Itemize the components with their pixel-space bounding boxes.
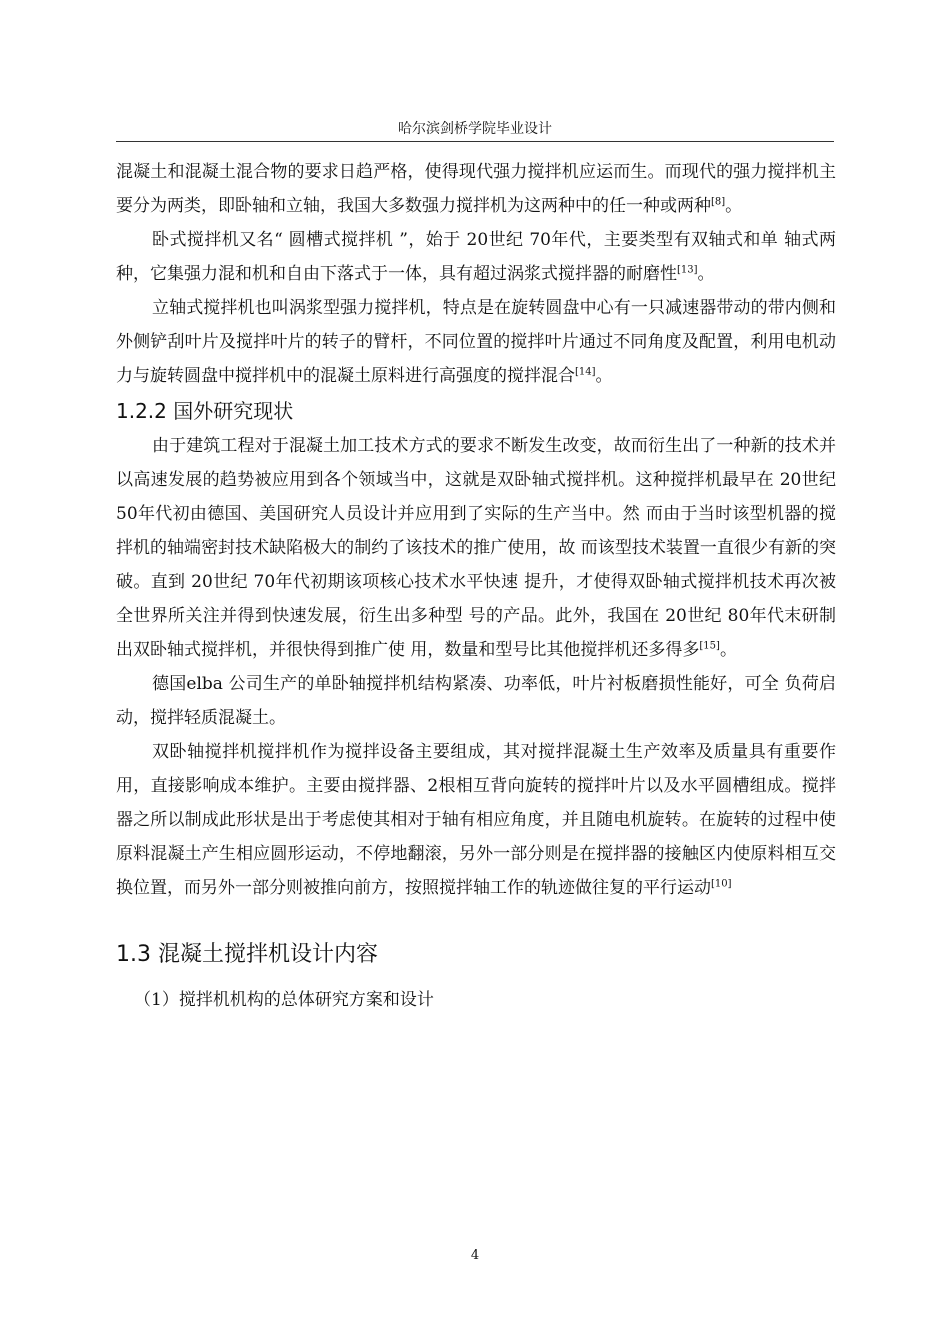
paragraph: 双卧轴搅拌机搅拌机作为搅拌设备主要组成，其对搅拌混凝土生产效率及质量具有重要作用，直接影响成本维护。主要由搅拌器、2根相互背向旋转的搅拌叶片以及水平圆槽组成。搅拌器之所以制成此形状是出于考虑使其相对于轴有相应角度，并且随电机旋转。在旋转的过程中使原料混凝土产生相应圆形运动，不停地翻滚，另外一部分则是在搅拌器的接触区内使原料相互交换位置，而另外一部分则被推向前方，按照搅拌轴工作的轨迹做往复的平行运动[10] [116,742,836,898]
section-heading-1-2-2: 1.2.2 国外研究现状 [116,399,294,423]
header-rule [116,141,834,142]
citation: [14] [575,366,596,378]
paragraph: 卧式搅拌机又名“ 圆槽式搅拌机 ”，始于 20世纪 70年代，主要类型有双轴式和单 轴式两种，它集强力混和机和自由下落式于一体，具有超过涡浆式搅拌器的耐磨性[13]。 [116,230,836,284]
citation: [15] [699,640,720,652]
document-body [116,155,836,1017]
paragraph: 立轴式搅拌机也叫涡浆型强力搅拌机，特点是在旋转圆盘中心有一只减速器带动的带内侧和外侧铲刮叶片及搅拌叶片的转子的臂杆，不同位置的搅拌叶片通过不同角度及配置，利用电机动力与旋转圆盘中搅拌机中的混凝土原料进行高强度的搅拌混合[14]。 [116,298,836,386]
page-number: 4 [470,1248,480,1263]
paragraph: 德国elba 公司生产的单卧轴搅拌机结构紧凑、功率低，叶片衬板磨损性能好，可全 负荷启动，搅拌轻质混凝土。 [116,674,836,728]
paragraph: 混凝土和混凝土混合物的要求日趋严格，使得现代强力搅拌机应运而生。而现代的强力搅拌机主要分为两类，即卧轴和立轴，我国大多数强力搅拌机为这两种中的任一种或两种[8]。 [116,162,836,216]
paragraph: 由于建筑工程对于混凝土加工技术方式的要求不断发生改变，故而衍生出了一种新的技术并以高速发展的趋势被应用到各个领域当中，这就是双卧轴式搅拌机。这种搅拌机最早在 20世纪 50年代初由德国、美国研究人员设计并应用到了实际的生产当中。然 而由于当时该型机器的搅拌机的轴端密封技术缺陷极大的制约了该技术的推广使用，故 而该型技术装置一直很少有新的突破。直到 20世纪 70年代初期该项核心技术水平快速 提升，才使得双卧轴式搅拌机技术再次被全世界所关注并得到快速发展，衍生出多种型 号的产品。此外，我国在 20世纪 80年代末研制出双卧轴式搅拌机，并很快得到推广使 用，数量和型号比其他搅拌机还多得多[15]。 [116,436,836,660]
header-title: 哈尔滨剑桥学院毕业设计 [398,121,552,137]
section-heading-1-3: 1.3 混凝土搅拌机设计内容 [116,942,378,967]
citation: [10] [711,878,732,890]
list-item: （1）搅拌机机构的总体研究方案和设计 [134,990,434,1010]
citation: [8] [711,196,726,208]
citation: [13] [677,264,698,276]
page-header [0,118,950,138]
